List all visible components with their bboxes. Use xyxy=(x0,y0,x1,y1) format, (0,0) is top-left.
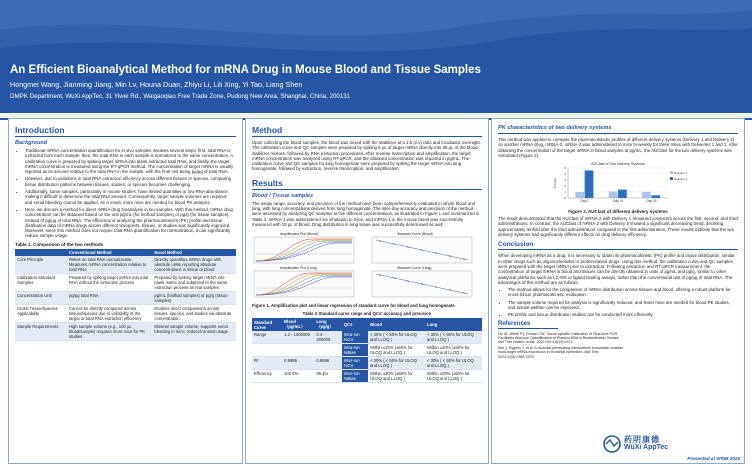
table-cell: 0.9996 xyxy=(314,357,341,370)
table-cell: Intra-run %Bias xyxy=(342,344,368,357)
references-heading-rule xyxy=(498,328,558,329)
table-cell: Calibration Standard Samples xyxy=(15,273,67,291)
table-header-cell: Lung xyxy=(425,318,482,331)
background-label: Background xyxy=(15,140,48,146)
table-cell: < 30% ( < 50% for ULOQ and LLOQ ) xyxy=(425,331,482,344)
table-cell: 0.4 - 200000 xyxy=(314,331,341,344)
table-cell: Within ±30% (±50% for ULOQ and LLOQ ) xyxy=(368,344,425,357)
table-cell: R² xyxy=(252,357,282,370)
auc-bar-chart xyxy=(552,160,688,208)
poster-authors: Hongmei Wang, Jianming Jiang, Min Lv, Houna Duan, Zhiyu Li, Lili Xing, Yi Tao, Liang Shen xyxy=(10,80,303,89)
y-tick-label: 5 xyxy=(564,166,566,171)
table-cell: Relies on total RNA normalization. Measures mRNA concentration relative to total RNA xyxy=(67,256,152,274)
table-row xyxy=(15,291,236,304)
table-header-cell xyxy=(15,249,67,256)
figure2-caption: Figure 2. AUClast of different delivery systems xyxy=(568,209,668,215)
x-tick-label: Day 15 xyxy=(612,199,624,204)
table-cell: Concentration Unit xyxy=(15,291,67,304)
table-header-row xyxy=(252,318,482,331)
figure1-caption: Figure 1. Amplification plot and linear regression of standard curve for blood and lung homogenate xyxy=(252,303,455,309)
table-cell: 0.9995 xyxy=(282,357,314,370)
footer-presented: Presented at WRIB 2025 xyxy=(687,456,740,461)
pk-heading: PK characteristics of two delivery systems xyxy=(498,125,612,131)
legend-swatch xyxy=(670,177,673,180)
table2-curve-qc xyxy=(252,318,482,383)
table-row xyxy=(15,256,236,274)
table-cell: Prepared by spiking target mRNA into total RNA without the extraction process xyxy=(67,273,152,291)
x-tick-label: Day 1 xyxy=(580,199,589,204)
plot-title: Standard Curve (Lung) xyxy=(397,266,432,271)
table-cell: < 30% ( < 50% for ULOQ and LLOQ ) xyxy=(368,331,425,344)
legend-label: Delivery 1 xyxy=(674,171,688,176)
reference-item: Kim J, Eygeris Y, et al. A mucosal-penetrating nanoparticle formulation enables multi-target mRNA expression in bronchial epithelium. Mol Ther. 2023;31(8):2360-2375. xyxy=(498,345,624,359)
pk-text: This method was applied to compare the pharmacokinetic profiles of different delivery systems (Delivery 1 and Delivery 2) on another mRNA drug, mRNA-2. mRNA-2 was administered to mice bi-weekly for three times with Deliveries 1 and 2. After obtaining the concentration of the target mRNA in blood samples at pg/mL, the AUClast for the two delivery systems was calculated (Figure 2). xyxy=(498,137,738,158)
table-row xyxy=(252,370,482,383)
table-cell xyxy=(282,344,314,357)
figure1-graphic xyxy=(252,230,482,300)
table-header-row xyxy=(15,249,236,256)
results-subheading: Blood / Tissue samples xyxy=(252,192,314,199)
conclusion-bullet: • The method allows for the comparison of mRNA distribution across tissues and blood, offering a robust platform for cross-tissue pharmacokinetic evaluation. xyxy=(508,287,738,298)
plot-title: Standard Curve (Blood) xyxy=(397,232,433,237)
y-axis-label: AUClast xyxy=(553,177,557,189)
reference-item: Ho JK, White PJ, Pouton CW. Tissue-specific Calibration of Real-time PCR Facilitates Absolute Quantification of Plasmid DNA in Biodistribution Studies. Mol Ther Nucleic Acids. 2016 Oct 4;5(10):e371. xyxy=(498,331,620,345)
conclusion-heading: Conclusion xyxy=(498,241,534,249)
column-pk-conclusion xyxy=(491,118,745,464)
x-tick-label: Day 29 xyxy=(646,199,657,204)
table-cell: Enables direct comparisons across tissues, species, and studies via absolute concentration xyxy=(152,304,236,322)
y-tick-label: 1 xyxy=(564,190,566,195)
table-header-cell: Conventional Method xyxy=(67,249,152,256)
table-cell: < 30% ( < 50% for ULOQ and LLOQ ) xyxy=(425,357,482,370)
pk-heading-rule xyxy=(498,133,738,134)
figure1-plots xyxy=(252,230,482,300)
wuxi-apptec-logo xyxy=(600,434,730,454)
table-cell: Sample Requirements xyxy=(15,322,67,340)
pk-result-text: The result demonstrated that the AUClast of mRNA-2 with Delivery 1 remained consistent across the first, second, and third administrations. In contrast, the AUClast of mRNA-2 with Delivery 2 showed a significant decreasing trend, declining approximately tenfold after the third administration compared to the first administration. These results indicate that the two delivery systems had significantly different effects on drug delivery efficiency. xyxy=(498,216,738,238)
table1-caption: Table 1. Comparison of the two methods xyxy=(15,241,104,247)
conclusion-text: When developing mRNA as a drug, it is necessary to obtain its pharmacokinetic (PK) profile and tissue distribution, similar to other drugs such as oligonucleotides or protein-based drugs. Using this method, the calibration curve and QC samples were prepared with the target mRNA prior to extraction. Following extraction and RT-qPCR measurement, the concentration of target mRNA in blood and tissues can be directly obtained in units of pg/mL and pg/g, similar to other analytical platforms such as LC-MS or ligand binding assays, rather than the conventional unit of pg/μg of total RNA. The advantages of this method are as follows: xyxy=(498,253,735,285)
bar-delivery-1 xyxy=(575,192,584,198)
table-cell: pg/mL (biofluid samples) or pg/g (tissue samples) xyxy=(152,291,236,304)
table-row xyxy=(15,304,236,322)
y-tick-label: 2 xyxy=(564,184,566,189)
table-cell: Efficiency xyxy=(252,370,282,383)
legend-swatch xyxy=(670,171,673,174)
conclusion-bullet: • PK profile and tissue distribution studies can be conducted more efficiently. xyxy=(508,312,738,317)
intro-bullet: • Here, we discuss a method for direct mRNA drug bioanalysis in bio-samples. With this method, mRNA drug concentration can be obtained based on the unit pg/mL (for biofluid samples) or pg/g (for tissue samples), instead of pg/μg of total RNA. The efficiency of analyzing the pharmacokinetics (PK) profile and tissue distribution data of mRNA drugs across different timepoints, tissues, or studies was significantly improved. Moreover, since this method does not require total RNA quantification for normalization, it can significantly reduce sample usage. xyxy=(25,207,236,239)
table-header-cell: Blood（pg/mL） xyxy=(282,318,314,331)
y-tick-label: 4 xyxy=(564,172,566,177)
table-row xyxy=(252,331,482,344)
column-introduction xyxy=(8,118,243,464)
figure2-chart xyxy=(552,160,688,208)
legend-label: Delivery 2 xyxy=(674,177,688,182)
table-cell: Intra-run %CV xyxy=(342,331,368,344)
table-cell: Within ±30% (±50% for ULOQ and LLOQ ) xyxy=(425,370,482,383)
table-cell xyxy=(314,344,341,357)
results-heading-rule xyxy=(252,189,482,190)
table-cell: 1.2 - 1500000 xyxy=(282,331,314,344)
bar-delivery-2 xyxy=(651,195,660,198)
intro-heading: Introduction xyxy=(15,125,65,135)
header-wave-decoration xyxy=(0,0,752,120)
table-cell: Cross-Tissue/Species Applicability xyxy=(15,304,67,322)
table-cell: Within ±30% (±50% for ULOQ and LLOQ ) xyxy=(368,370,425,383)
table-cell: pg/μg total RNA xyxy=(67,291,152,304)
table-header-cell: Lung（pg/g） xyxy=(314,318,341,331)
plot-title: Amplification Plot (Lung) xyxy=(280,266,317,271)
table-cell: < 30% ( < 50% for ULOQ and LLOQ ) xyxy=(368,357,425,370)
method-heading: Method xyxy=(252,125,283,135)
table-row xyxy=(15,273,236,291)
intro-bullet: • However, due to variations in total RNA extraction efficiency across different tissues or species, comparing tissue distribution patterns between tissues, studies, or species becomes challenging. xyxy=(25,176,236,187)
logo-chinese-text: 药明康德 xyxy=(624,435,660,444)
table2-caption: Table 2 Standard curve range and QCs' accuracy and precision xyxy=(302,311,432,317)
table-cell: Minimal sample volume; supports serial bleeding in mice, reduces animal usage xyxy=(152,322,236,340)
table-cell: 102.6% xyxy=(282,370,314,383)
bar-delivery-2 xyxy=(585,171,594,199)
plot-title: Amplification Plot (Blood) xyxy=(280,232,318,237)
intro-bullet: • Additionally, some samples, particularly in mouse studies, have limited quantities or low RNA abundance, making it difficult to determine the total RNA amount. Consequently, target sample volumes are required, and serial bleeding cannot be applied. As a result, more mice are needed for blood PK analysis. xyxy=(25,189,236,205)
bar-delivery-1 xyxy=(642,192,651,198)
table-cell xyxy=(252,344,282,357)
table-row xyxy=(15,322,236,340)
results-heading: Results xyxy=(252,177,283,188)
table-cell: High sample volume (e.g., 100 μL blood/sample) requires more mice for PK studies xyxy=(67,322,152,340)
poster-title: An Efficient Bioanalytical Method for mRNA Drug in Mouse Blood and Tissue Samples xyxy=(10,64,481,76)
references-heading: References xyxy=(498,320,531,327)
table-header-cell: Standard Curve xyxy=(252,318,282,331)
chart-title: AUClast of Two Delivery Systems xyxy=(591,162,645,167)
column-method-results xyxy=(245,118,489,464)
intro-heading-rule xyxy=(15,136,236,137)
table-header-cell: Blood xyxy=(368,318,425,331)
table-cell: Directly quantifies mRNA drugs with absolute units, reporting absolute concentrations in tissue or blood xyxy=(152,256,236,274)
logo-english-text: WuXi AppTec xyxy=(624,444,669,451)
table-cell: Within ±30% (±50% for ULOQ and LLOQ ) xyxy=(425,344,482,357)
header-banner xyxy=(0,0,752,120)
intro-bullet: • Traditional mRNA concentration quantification for in vivo samples involves several steps: first, total RNA is extracted from each sample; then, the total RNA in each sample is normalized to the same concentration. A calibration curve is prepared by spiking target mRNA into blank extracted total RNA, and finally, the target mRNA concentration is measured using the RT-qPCR method. The concentration of target mRNA is usually reported as its amount relative to the total RNA in the sample, with the final unit being pg/μg of total RNA. xyxy=(25,148,236,174)
bar-delivery-1 xyxy=(609,192,618,199)
conclusion-heading-rule xyxy=(498,249,738,250)
table-header-cell: Novel Method xyxy=(152,249,236,256)
table-header-cell: QCs xyxy=(342,318,368,331)
table-row xyxy=(252,357,482,370)
poster-affiliation: DMPK Department, WuXi AppTec, 31 Yiwei Rd., Waigaoqiao Free Trade Zone, Pudong New Area, Shanghai, China, 200131 xyxy=(10,93,351,100)
table-cell: Inter-run %Bias xyxy=(342,370,368,383)
table-cell: Inter-run %CV xyxy=(342,357,368,370)
table-cell: Prepared by spiking target mRNA into blank matrix and subjected to the same extraction process as real samples xyxy=(152,273,236,291)
table-cell: Cannot be directly compared across tissues/species due to variability of the target or total RNA extraction efficiency xyxy=(67,304,152,322)
table-row xyxy=(252,344,482,357)
y-tick-label: 0 xyxy=(564,196,566,201)
method-text: Upon collecting the blood samples, the blood was mixed with the stabilizer at a 1:5 (v:v) ratio and incubated overnight. The calibration curve and QC samples were prepared by spiking 5 μL of target mRNA directly into 95 μL of the blood-stabilizer mixture, followed by RNA extraction procedures. After reverse transcription and amplification, the target mRNA concentration was analyzed using RT-qPCR, and the obtained concentration was reported in pg/mL. The calibration curve and QC samples for lung homogenate were prepared by spiking the target mRNA into lung homogenate, followed by extraction, reverse transcription, and amplification. xyxy=(252,140,481,172)
table-cell: Range xyxy=(252,331,282,344)
results-text: The assay range, accuracy, and precision of the method have been comprehensively evaluated in whole blood and lung, with lung concentrations derived from lung homogenate. The inter-day accuracy and precision of the method were assessed by analyzing QC samples at five different concentrations, as illustrated in Figure 1 and summarized in Table 2. mRNA-1 was administered via inhalation to mice, and mRNA-1 in the mouse blood was successfully measured with 15 μL of blood. Drug distribution in lung tissue was successfully determined as well. xyxy=(252,200,480,227)
table-cell: 99.4% xyxy=(314,370,341,383)
bar-delivery-2 xyxy=(618,190,627,198)
method-heading-rule xyxy=(252,136,482,137)
table-cell: Core Principle xyxy=(15,256,67,274)
intro-bullet-list xyxy=(19,148,236,239)
conclusion-bullet-list xyxy=(502,287,738,317)
table1-method-comparison xyxy=(15,249,236,341)
conclusion-bullet: • The sample volume required for analysis is significantly reduced, and fewer mice are needed for blood PK studies, and animal welfare can be improved. xyxy=(508,300,738,311)
references-list xyxy=(498,332,626,359)
y-tick-label: 3 xyxy=(564,178,566,183)
